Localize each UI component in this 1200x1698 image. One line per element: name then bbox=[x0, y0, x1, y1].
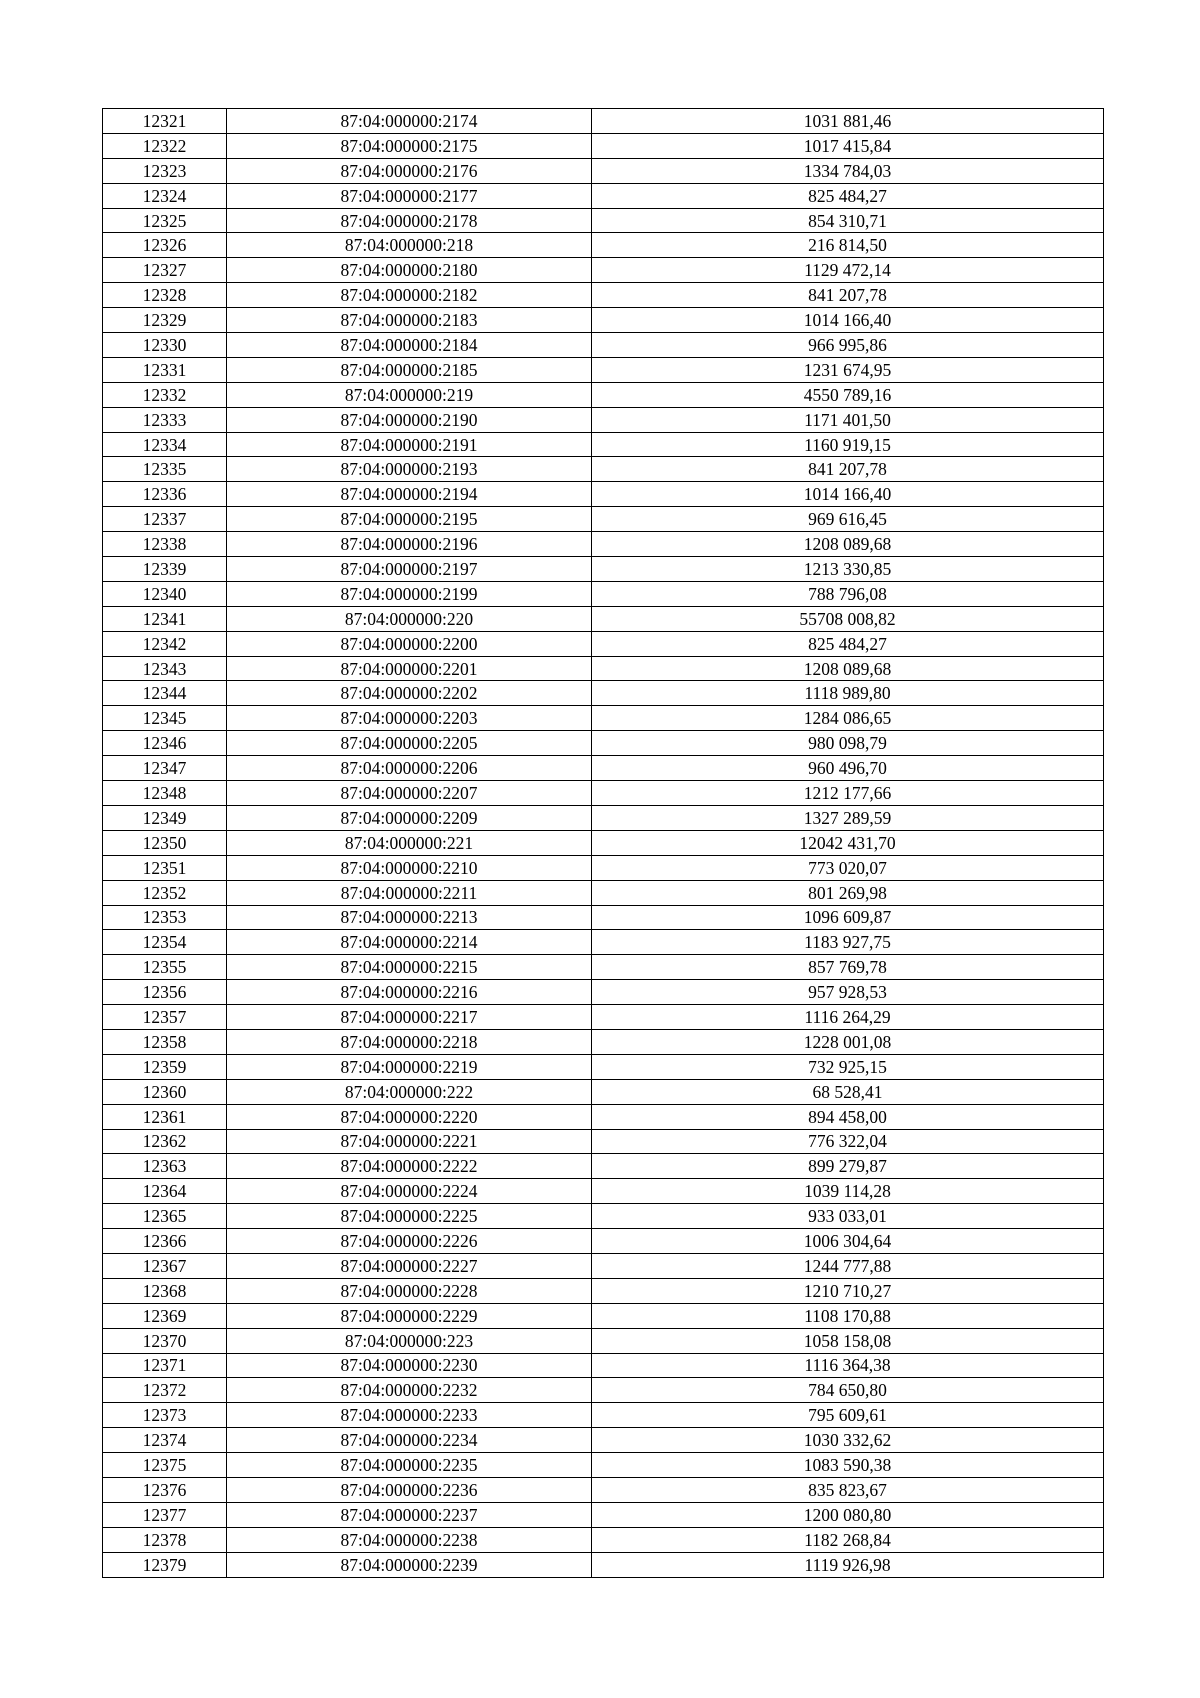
table-row bbox=[103, 532, 1104, 557]
row-number-cell: 12371 bbox=[103, 1353, 227, 1378]
cadastral-number-cell: 87:04:000000:2221 bbox=[227, 1129, 592, 1154]
cadastral-value-cell: 4550 789,16 bbox=[592, 382, 1104, 407]
cadastral-number-cell: 87:04:000000:2185 bbox=[227, 357, 592, 382]
cadastral-number-cell: 87:04:000000:2238 bbox=[227, 1527, 592, 1552]
row-number-cell: 12326 bbox=[103, 233, 227, 258]
row-number-cell: 12335 bbox=[103, 457, 227, 482]
row-number-cell: 12357 bbox=[103, 1005, 227, 1030]
table-row bbox=[103, 1029, 1104, 1054]
table-body bbox=[103, 109, 1104, 1578]
table-row bbox=[103, 308, 1104, 333]
cadastral-number-cell: 87:04:000000:2215 bbox=[227, 955, 592, 980]
cadastral-value-table bbox=[102, 108, 1104, 1578]
cadastral-number-cell: 87:04:000000:2191 bbox=[227, 432, 592, 457]
cadastral-value-cell: 1183 927,75 bbox=[592, 930, 1104, 955]
cadastral-number-cell: 87:04:000000:2209 bbox=[227, 805, 592, 830]
table-row bbox=[103, 557, 1104, 582]
cadastral-number-cell: 87:04:000000:2230 bbox=[227, 1353, 592, 1378]
cadastral-value-cell: 1116 264,29 bbox=[592, 1005, 1104, 1030]
cadastral-number-cell: 87:04:000000:2210 bbox=[227, 855, 592, 880]
cadastral-value-cell: 216 814,50 bbox=[592, 233, 1104, 258]
cadastral-number-cell: 87:04:000000:2218 bbox=[227, 1029, 592, 1054]
cadastral-value-cell: 1118 989,80 bbox=[592, 681, 1104, 706]
table-row bbox=[103, 656, 1104, 681]
cadastral-number-cell: 87:04:000000:2237 bbox=[227, 1502, 592, 1527]
row-number-cell: 12328 bbox=[103, 283, 227, 308]
row-number-cell: 12343 bbox=[103, 656, 227, 681]
table-row bbox=[103, 1079, 1104, 1104]
table-row bbox=[103, 208, 1104, 233]
cadastral-value-cell: 857 769,78 bbox=[592, 955, 1104, 980]
cadastral-value-cell: 1006 304,64 bbox=[592, 1229, 1104, 1254]
table-row bbox=[103, 581, 1104, 606]
table-row bbox=[103, 756, 1104, 781]
cadastral-number-cell: 87:04:000000:223 bbox=[227, 1328, 592, 1353]
cadastral-value-cell: 1212 177,66 bbox=[592, 781, 1104, 806]
row-number-cell: 12337 bbox=[103, 507, 227, 532]
table-row bbox=[103, 333, 1104, 358]
cadastral-value-cell: 969 616,45 bbox=[592, 507, 1104, 532]
cadastral-number-cell: 87:04:000000:2199 bbox=[227, 581, 592, 606]
row-number-cell: 12349 bbox=[103, 805, 227, 830]
cadastral-number-cell: 87:04:000000:2227 bbox=[227, 1253, 592, 1278]
table-row bbox=[103, 233, 1104, 258]
cadastral-value-cell: 1244 777,88 bbox=[592, 1253, 1104, 1278]
table-row bbox=[103, 1278, 1104, 1303]
table-row bbox=[103, 731, 1104, 756]
cadastral-number-cell: 87:04:000000:2190 bbox=[227, 407, 592, 432]
cadastral-value-cell: 1014 166,40 bbox=[592, 308, 1104, 333]
row-number-cell: 12348 bbox=[103, 781, 227, 806]
cadastral-number-cell: 87:04:000000:2225 bbox=[227, 1204, 592, 1229]
cadastral-number-cell: 87:04:000000:2220 bbox=[227, 1104, 592, 1129]
table-row bbox=[103, 955, 1104, 980]
cadastral-value-cell: 1213 330,85 bbox=[592, 557, 1104, 582]
table-row bbox=[103, 258, 1104, 283]
cadastral-value-cell: 1160 919,15 bbox=[592, 432, 1104, 457]
row-number-cell: 12330 bbox=[103, 333, 227, 358]
table-row bbox=[103, 1104, 1104, 1129]
row-number-cell: 12324 bbox=[103, 183, 227, 208]
cadastral-number-cell: 87:04:000000:2184 bbox=[227, 333, 592, 358]
cadastral-value-cell: 12042 431,70 bbox=[592, 830, 1104, 855]
table-row bbox=[103, 1204, 1104, 1229]
cadastral-number-cell: 87:04:000000:2193 bbox=[227, 457, 592, 482]
row-number-cell: 12341 bbox=[103, 606, 227, 631]
table-row bbox=[103, 606, 1104, 631]
table-row bbox=[103, 1303, 1104, 1328]
row-number-cell: 12368 bbox=[103, 1278, 227, 1303]
cadastral-value-cell: 960 496,70 bbox=[592, 756, 1104, 781]
cadastral-value-cell: 1171 401,50 bbox=[592, 407, 1104, 432]
cadastral-number-cell: 87:04:000000:2202 bbox=[227, 681, 592, 706]
row-number-cell: 12321 bbox=[103, 109, 227, 134]
row-number-cell: 12332 bbox=[103, 382, 227, 407]
cadastral-number-cell: 87:04:000000:2211 bbox=[227, 880, 592, 905]
table-row bbox=[103, 1403, 1104, 1428]
row-number-cell: 12360 bbox=[103, 1079, 227, 1104]
table-row bbox=[103, 805, 1104, 830]
table-row bbox=[103, 880, 1104, 905]
cadastral-number-cell: 87:04:000000:2213 bbox=[227, 905, 592, 930]
row-number-cell: 12374 bbox=[103, 1428, 227, 1453]
cadastral-value-cell: 1058 158,08 bbox=[592, 1328, 1104, 1353]
cadastral-number-cell: 87:04:000000:2175 bbox=[227, 133, 592, 158]
table-row bbox=[103, 930, 1104, 955]
cadastral-number-cell: 87:04:000000:2222 bbox=[227, 1154, 592, 1179]
table-row bbox=[103, 855, 1104, 880]
table-row bbox=[103, 283, 1104, 308]
cadastral-value-cell: 55708 008,82 bbox=[592, 606, 1104, 631]
table-row bbox=[103, 1054, 1104, 1079]
cadastral-number-cell: 87:04:000000:2229 bbox=[227, 1303, 592, 1328]
cadastral-number-cell: 87:04:000000:2182 bbox=[227, 283, 592, 308]
cadastral-value-cell: 1119 926,98 bbox=[592, 1552, 1104, 1577]
row-number-cell: 12346 bbox=[103, 731, 227, 756]
cadastral-value-cell: 801 269,98 bbox=[592, 880, 1104, 905]
cadastral-value-cell: 1334 784,03 bbox=[592, 158, 1104, 183]
table-row bbox=[103, 1328, 1104, 1353]
cadastral-value-cell: 825 484,27 bbox=[592, 631, 1104, 656]
table-row bbox=[103, 507, 1104, 532]
cadastral-value-cell: 1182 268,84 bbox=[592, 1527, 1104, 1552]
cadastral-number-cell: 87:04:000000:2197 bbox=[227, 557, 592, 582]
table-row bbox=[103, 1353, 1104, 1378]
table-row bbox=[103, 1453, 1104, 1478]
cadastral-number-cell: 87:04:000000:2207 bbox=[227, 781, 592, 806]
table-row bbox=[103, 457, 1104, 482]
cadastral-number-cell: 87:04:000000:2178 bbox=[227, 208, 592, 233]
table-row bbox=[103, 1253, 1104, 1278]
cadastral-number-cell: 87:04:000000:221 bbox=[227, 830, 592, 855]
cadastral-value-cell: 841 207,78 bbox=[592, 283, 1104, 308]
table-row bbox=[103, 980, 1104, 1005]
row-number-cell: 12354 bbox=[103, 930, 227, 955]
cadastral-value-cell: 966 995,86 bbox=[592, 333, 1104, 358]
row-number-cell: 12345 bbox=[103, 706, 227, 731]
cadastral-value-cell: 68 528,41 bbox=[592, 1079, 1104, 1104]
cadastral-number-cell: 87:04:000000:2228 bbox=[227, 1278, 592, 1303]
table-row bbox=[103, 1527, 1104, 1552]
row-number-cell: 12336 bbox=[103, 482, 227, 507]
row-number-cell: 12364 bbox=[103, 1179, 227, 1204]
cadastral-number-cell: 87:04:000000:2236 bbox=[227, 1477, 592, 1502]
cadastral-value-cell: 1129 472,14 bbox=[592, 258, 1104, 283]
cadastral-number-cell: 87:04:000000:2219 bbox=[227, 1054, 592, 1079]
row-number-cell: 12365 bbox=[103, 1204, 227, 1229]
row-number-cell: 12351 bbox=[103, 855, 227, 880]
cadastral-number-cell: 87:04:000000:2196 bbox=[227, 532, 592, 557]
row-number-cell: 12358 bbox=[103, 1029, 227, 1054]
row-number-cell: 12356 bbox=[103, 980, 227, 1005]
row-number-cell: 12361 bbox=[103, 1104, 227, 1129]
cadastral-value-cell: 933 033,01 bbox=[592, 1204, 1104, 1229]
cadastral-number-cell: 87:04:000000:2217 bbox=[227, 1005, 592, 1030]
table-row bbox=[103, 158, 1104, 183]
cadastral-number-cell: 87:04:000000:2183 bbox=[227, 308, 592, 333]
cadastral-number-cell: 87:04:000000:2174 bbox=[227, 109, 592, 134]
table-row bbox=[103, 357, 1104, 382]
table-row bbox=[103, 1477, 1104, 1502]
cadastral-value-cell: 957 928,53 bbox=[592, 980, 1104, 1005]
cadastral-value-cell: 788 796,08 bbox=[592, 581, 1104, 606]
cadastral-number-cell: 87:04:000000:2216 bbox=[227, 980, 592, 1005]
table-row bbox=[103, 781, 1104, 806]
row-number-cell: 12322 bbox=[103, 133, 227, 158]
cadastral-value-cell: 1228 001,08 bbox=[592, 1029, 1104, 1054]
row-number-cell: 12367 bbox=[103, 1253, 227, 1278]
cadastral-value-cell: 1208 089,68 bbox=[592, 656, 1104, 681]
table-row bbox=[103, 109, 1104, 134]
row-number-cell: 12370 bbox=[103, 1328, 227, 1353]
cadastral-number-cell: 87:04:000000:2176 bbox=[227, 158, 592, 183]
cadastral-value-cell: 1030 332,62 bbox=[592, 1428, 1104, 1453]
table-row bbox=[103, 681, 1104, 706]
table-row bbox=[103, 1129, 1104, 1154]
cadastral-number-cell: 87:04:000000:2235 bbox=[227, 1453, 592, 1478]
cadastral-value-cell: 1014 166,40 bbox=[592, 482, 1104, 507]
cadastral-value-cell: 1327 289,59 bbox=[592, 805, 1104, 830]
cadastral-number-cell: 87:04:000000:220 bbox=[227, 606, 592, 631]
row-number-cell: 12327 bbox=[103, 258, 227, 283]
cadastral-value-cell: 825 484,27 bbox=[592, 183, 1104, 208]
row-number-cell: 12362 bbox=[103, 1129, 227, 1154]
cadastral-value-cell: 1017 415,84 bbox=[592, 133, 1104, 158]
row-number-cell: 12355 bbox=[103, 955, 227, 980]
cadastral-number-cell: 87:04:000000:2200 bbox=[227, 631, 592, 656]
row-number-cell: 12378 bbox=[103, 1527, 227, 1552]
table-row bbox=[103, 1428, 1104, 1453]
cadastral-number-cell: 87:04:000000:218 bbox=[227, 233, 592, 258]
cadastral-number-cell: 87:04:000000:2205 bbox=[227, 731, 592, 756]
cadastral-value-cell: 776 322,04 bbox=[592, 1129, 1104, 1154]
cadastral-value-cell: 1200 080,80 bbox=[592, 1502, 1104, 1527]
table-row bbox=[103, 1229, 1104, 1254]
cadastral-number-cell: 87:04:000000:2180 bbox=[227, 258, 592, 283]
table-row bbox=[103, 432, 1104, 457]
cadastral-value-cell: 1208 089,68 bbox=[592, 532, 1104, 557]
cadastral-number-cell: 87:04:000000:219 bbox=[227, 382, 592, 407]
cadastral-value-cell: 1284 086,65 bbox=[592, 706, 1104, 731]
row-number-cell: 12366 bbox=[103, 1229, 227, 1254]
row-number-cell: 12372 bbox=[103, 1378, 227, 1403]
cadastral-value-cell: 899 279,87 bbox=[592, 1154, 1104, 1179]
table-row bbox=[103, 133, 1104, 158]
row-number-cell: 12325 bbox=[103, 208, 227, 233]
cadastral-number-cell: 87:04:000000:2233 bbox=[227, 1403, 592, 1428]
row-number-cell: 12340 bbox=[103, 581, 227, 606]
table-row bbox=[103, 631, 1104, 656]
row-number-cell: 12339 bbox=[103, 557, 227, 582]
cadastral-number-cell: 87:04:000000:2194 bbox=[227, 482, 592, 507]
cadastral-value-cell: 1108 170,88 bbox=[592, 1303, 1104, 1328]
row-number-cell: 12323 bbox=[103, 158, 227, 183]
cadastral-number-cell: 87:04:000000:2234 bbox=[227, 1428, 592, 1453]
cadastral-number-cell: 87:04:000000:2232 bbox=[227, 1378, 592, 1403]
cadastral-value-cell: 1083 590,38 bbox=[592, 1453, 1104, 1478]
row-number-cell: 12375 bbox=[103, 1453, 227, 1478]
row-number-cell: 12363 bbox=[103, 1154, 227, 1179]
cadastral-number-cell: 87:04:000000:2206 bbox=[227, 756, 592, 781]
cadastral-value-cell: 841 207,78 bbox=[592, 457, 1104, 482]
table-row bbox=[103, 706, 1104, 731]
row-number-cell: 12342 bbox=[103, 631, 227, 656]
table-row bbox=[103, 830, 1104, 855]
cadastral-number-cell: 87:04:000000:2214 bbox=[227, 930, 592, 955]
table-row bbox=[103, 1179, 1104, 1204]
cadastral-value-cell: 1031 881,46 bbox=[592, 109, 1104, 134]
row-number-cell: 12338 bbox=[103, 532, 227, 557]
table-row bbox=[103, 1552, 1104, 1577]
cadastral-number-cell: 87:04:000000:2195 bbox=[227, 507, 592, 532]
cadastral-number-cell: 87:04:000000:2201 bbox=[227, 656, 592, 681]
row-number-cell: 12379 bbox=[103, 1552, 227, 1577]
cadastral-number-cell: 87:04:000000:2177 bbox=[227, 183, 592, 208]
table-row bbox=[103, 1005, 1104, 1030]
row-number-cell: 12353 bbox=[103, 905, 227, 930]
cadastral-value-cell: 1039 114,28 bbox=[592, 1179, 1104, 1204]
cadastral-value-cell: 1231 674,95 bbox=[592, 357, 1104, 382]
cadastral-value-cell: 732 925,15 bbox=[592, 1054, 1104, 1079]
cadastral-number-cell: 87:04:000000:2203 bbox=[227, 706, 592, 731]
table-row bbox=[103, 482, 1104, 507]
cadastral-number-cell: 87:04:000000:2224 bbox=[227, 1179, 592, 1204]
table-row bbox=[103, 905, 1104, 930]
row-number-cell: 12350 bbox=[103, 830, 227, 855]
cadastral-value-cell: 1096 609,87 bbox=[592, 905, 1104, 930]
table-row bbox=[103, 1378, 1104, 1403]
row-number-cell: 12334 bbox=[103, 432, 227, 457]
row-number-cell: 12373 bbox=[103, 1403, 227, 1428]
cadastral-value-cell: 980 098,79 bbox=[592, 731, 1104, 756]
cadastral-value-cell: 854 310,71 bbox=[592, 208, 1104, 233]
row-number-cell: 12344 bbox=[103, 681, 227, 706]
table-row bbox=[103, 382, 1104, 407]
cadastral-number-cell: 87:04:000000:2226 bbox=[227, 1229, 592, 1254]
row-number-cell: 12333 bbox=[103, 407, 227, 432]
cadastral-value-cell: 1210 710,27 bbox=[592, 1278, 1104, 1303]
cadastral-value-cell: 894 458,00 bbox=[592, 1104, 1104, 1129]
row-number-cell: 12376 bbox=[103, 1477, 227, 1502]
row-number-cell: 12377 bbox=[103, 1502, 227, 1527]
cadastral-value-cell: 773 020,07 bbox=[592, 855, 1104, 880]
row-number-cell: 12359 bbox=[103, 1054, 227, 1079]
table-row bbox=[103, 407, 1104, 432]
cadastral-value-cell: 795 609,61 bbox=[592, 1403, 1104, 1428]
row-number-cell: 12331 bbox=[103, 357, 227, 382]
row-number-cell: 12369 bbox=[103, 1303, 227, 1328]
cadastral-value-cell: 1116 364,38 bbox=[592, 1353, 1104, 1378]
cadastral-number-cell: 87:04:000000:2239 bbox=[227, 1552, 592, 1577]
table-row bbox=[103, 183, 1104, 208]
row-number-cell: 12347 bbox=[103, 756, 227, 781]
row-number-cell: 12352 bbox=[103, 880, 227, 905]
cadastral-number-cell: 87:04:000000:222 bbox=[227, 1079, 592, 1104]
cadastral-value-cell: 835 823,67 bbox=[592, 1477, 1104, 1502]
cadastral-value-cell: 784 650,80 bbox=[592, 1378, 1104, 1403]
table-row bbox=[103, 1154, 1104, 1179]
row-number-cell: 12329 bbox=[103, 308, 227, 333]
table-row bbox=[103, 1502, 1104, 1527]
